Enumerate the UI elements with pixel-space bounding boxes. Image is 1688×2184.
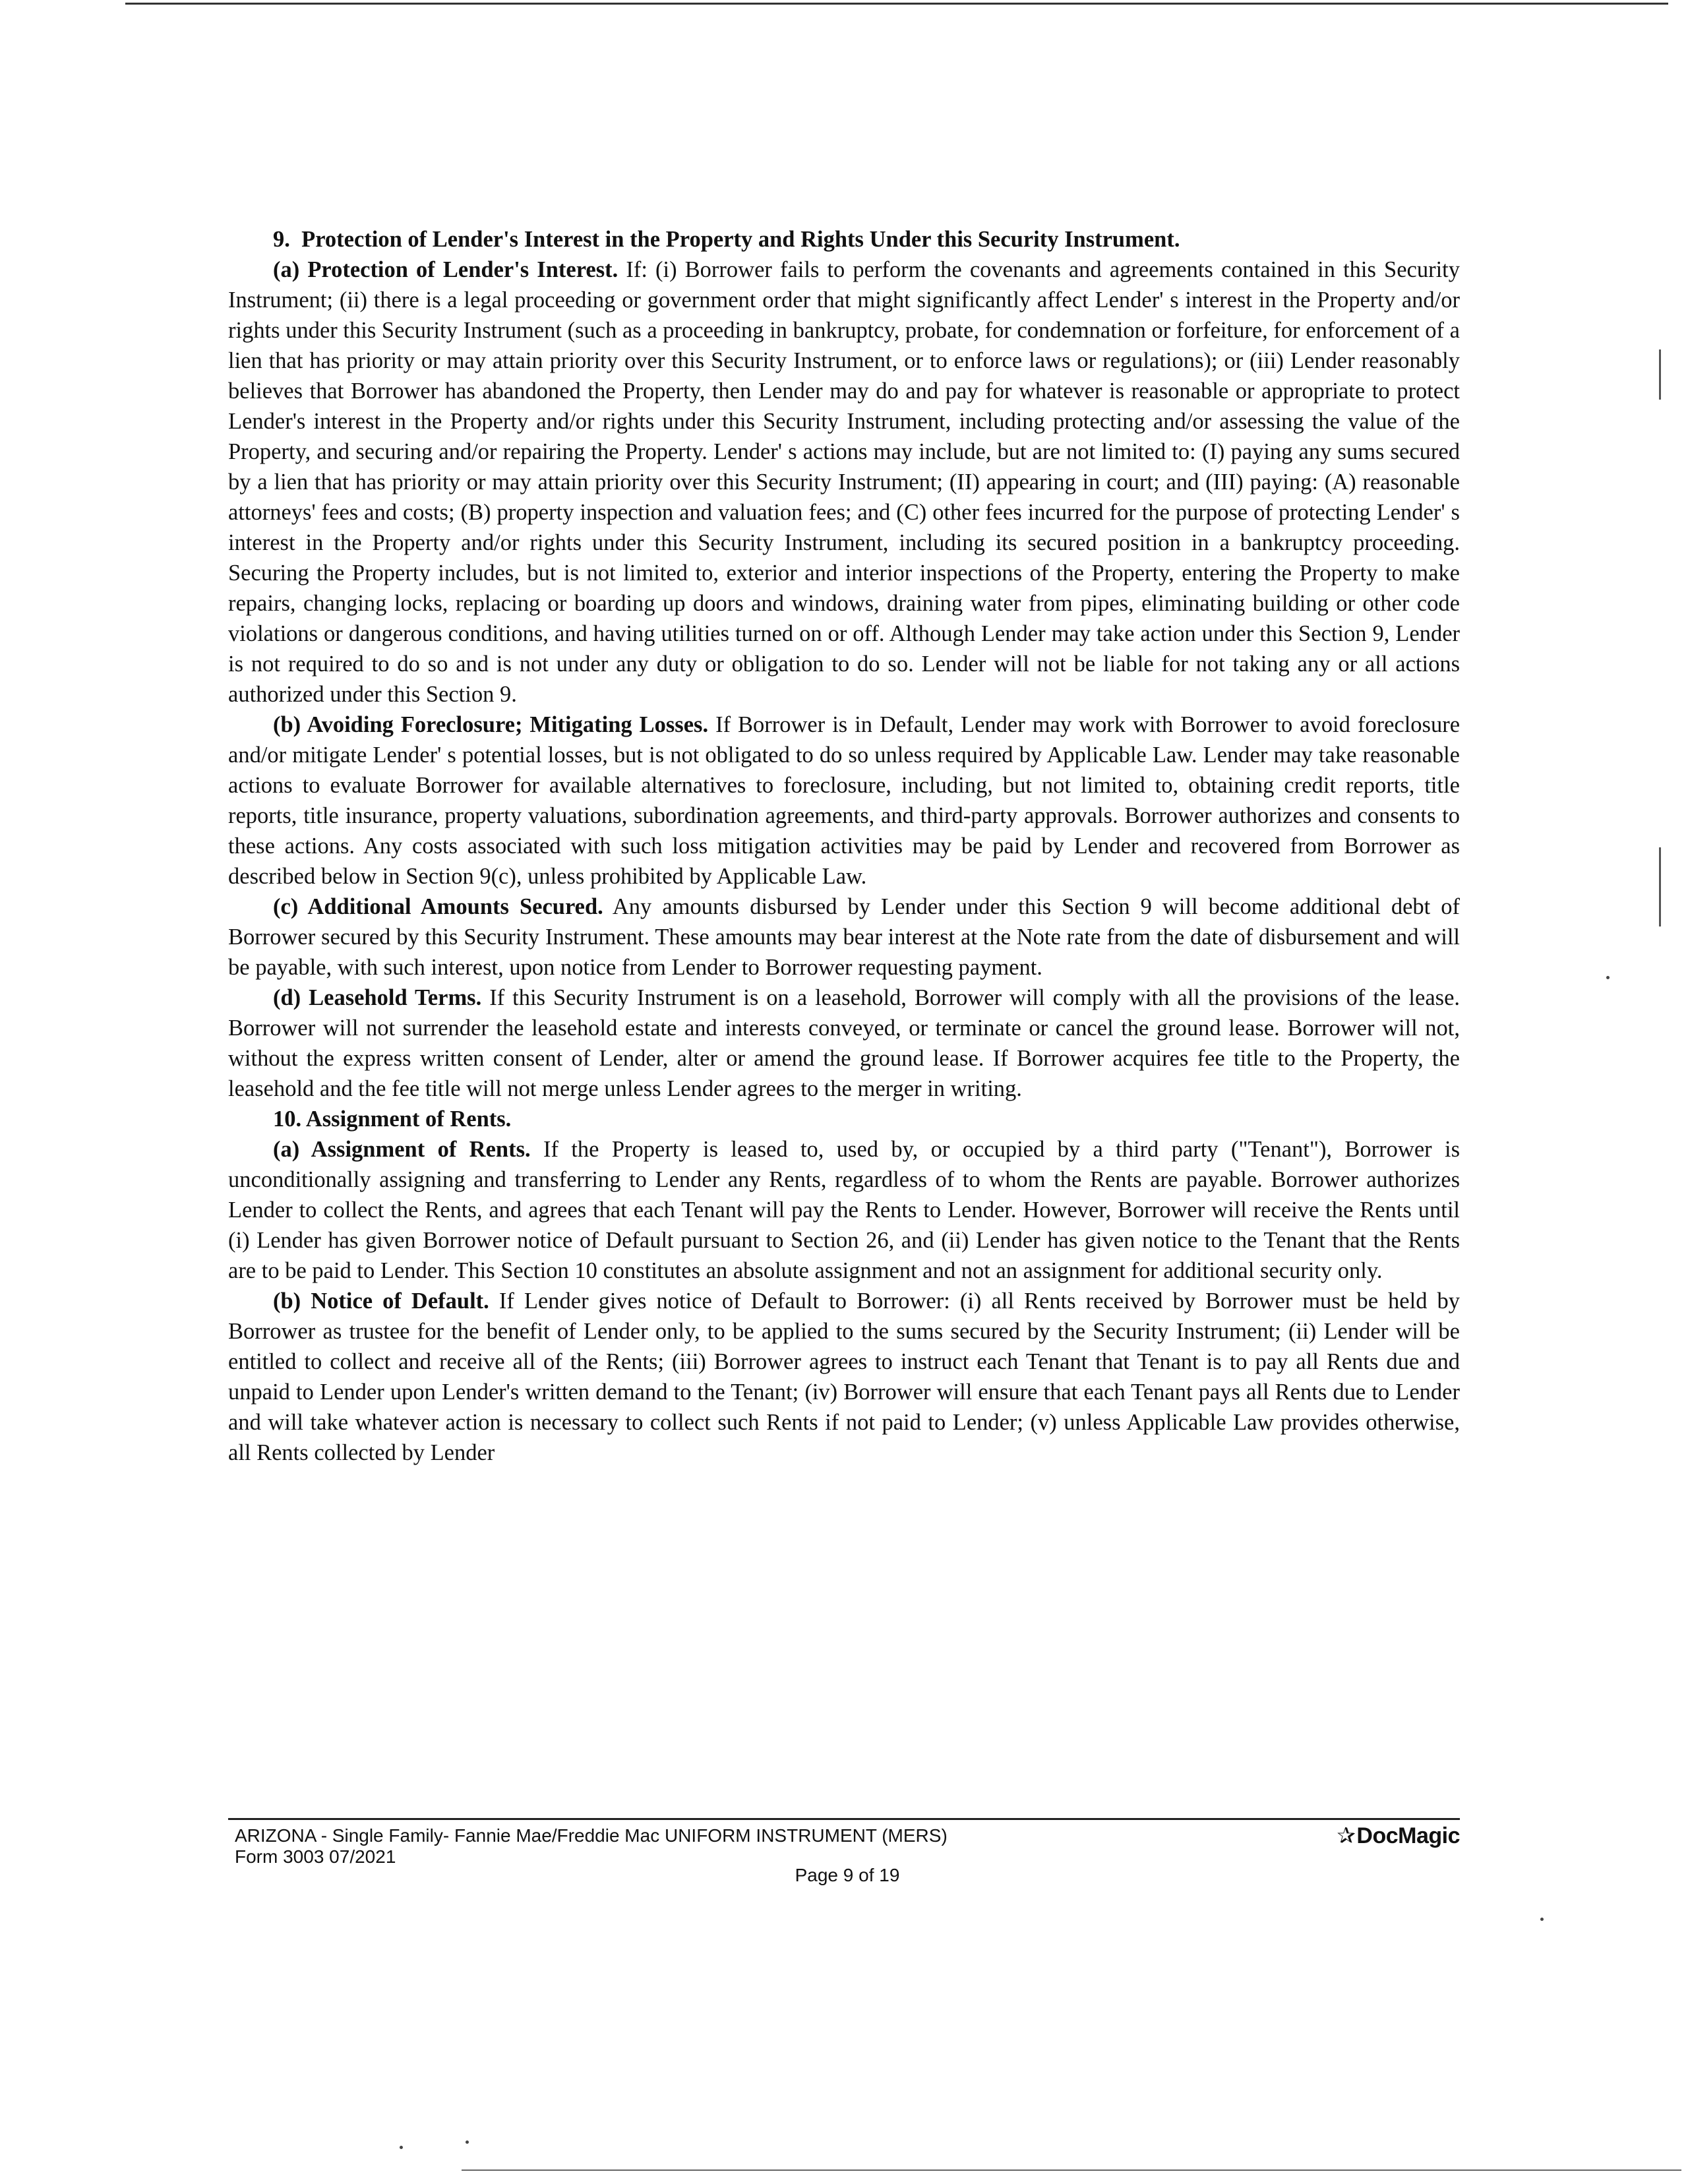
- scan-top-rule: [125, 3, 1668, 5]
- section-9d-text: If this Security Instrument is on a leasehold, Borrower will comply with all the provisions of the lease. Borrower will not surrender the leasehold estate and interests conveyed, or terminate or cancel the ground lease. Borrower will not, without the express written consent of Lender, alter or amend the ground lease. If Borrower acquires fee title to the Property, the leasehold and the fee title will not merge unless Lender agrees to the merger in writing.: [228, 985, 1461, 1101]
- section-9a: [228, 255, 1460, 710]
- scan-bottom-rule: [462, 2169, 1681, 2171]
- section-9a-text: If: (i) Borrower fails to perform the covenants and agreements contained in this Security Instrument; (ii) there is a legal proceeding or government order that might significantly affect Lender' s interest in the Property and/or rights under this Security Instrument (such as a proceeding in bankruptcy, probate, for condemnation or forfeiture, for enforcement of a lien that has priority or may attain priority over this Security Instrument, or to enforce laws or regulations); or (iii) Lender reasonably believes that Borrower has abandoned the Property, then Lender may do and pay for whatever is reasonable or appropriate to protect Lender's interest in the Property and/or rights under this Security Instrument, including protecting and/or assessing the value of the Property, and securing and/or repairing the Property. Lender' s actions may include, but are not limited to: (I) paying any sums secured by a lien that has priority or may attain priority over this Security Instrument; (II) appearing in court; and (III) paying: (A) reasonable attorneys' fees and costs; (B) property inspection and valuation fees; and (C) other fees incurred for the purpose of protecting Lender' s interest in the Property and/or rights under this Security Instrument, including its secured position in a bankruptcy proceeding. Securing the Property includes, but is not limited to, exterior and interior inspections of the Property, entering the Property to make repairs, changing locks, replacing or boarding up doors and windows, draining water from pipes, eliminating building or other code violations or dangerous conditions, and having utilities turned on or off. Although Lender may take action under this Section 9, Lender is not required to do so and is not under any duty or obligation to do so. Lender will not be liable for not taking any or all actions authorized under this Section 9.: [228, 257, 1460, 707]
- section-10b-text: If Lender gives notice of Default to Borrower: (i) all Rents received by Borrower must be held by Borrower as trustee for the benefit of Lender only, to be applied to the sums secured by the Security Instrument; (ii) Lender will be entitled to collect and receive all of the Rents; (iii) Borrower agrees to instruct each Tenant that Tenant is to pay all Rents due and unpaid to Lender upon Lender's written demand to the Tenant; (iv) Borrower will ensure that each Tenant pays all Rents due to Lender and will take whatever action is necessary to collect such Rents if not paid to Lender; (v) unless Applicable Law provides otherwise, all Rents collected by Lender: [228, 1289, 1461, 1465]
- scan-speck: [400, 2146, 403, 2149]
- footer-form-info: [235, 1825, 948, 1867]
- section-9b-label: (b) Avoiding Foreclosure; Mitigating Losses.: [273, 712, 709, 737]
- section-10a-label: (a) Assignment of Rents.: [273, 1137, 531, 1162]
- section-10b: [228, 1286, 1460, 1468]
- section-9d-label: (d) Leasehold Terms.: [273, 985, 482, 1010]
- section-10a: [228, 1134, 1460, 1286]
- section-9a-label: (a) Protection of Lender's Interest.: [273, 257, 618, 282]
- section-9b: [228, 710, 1460, 892]
- section-9-heading: [228, 224, 1460, 255]
- footer-rule: [228, 1818, 1460, 1820]
- section-10a-text: If the Property is leased to, used by, or occupied by a third party ("Tenant"), Borrower is unconditionally assigning and transferring to Lender any Rents, regardless of to whom the Rents are payable. Borrower authorizes Lender to collect the Rents, and agrees that each Tenant will pay the Rents to Lender. However, Borrower will receive the Rents until (i) Lender has given Borrower notice of Default pursuant to Section 26, and (ii) Lender has given notice to the Tenant that the Rents are to be paid to Lender. This Section 10 constitutes an absolute assignment and not an assignment for additional security only.: [228, 1137, 1461, 1283]
- section-9c: [228, 892, 1460, 983]
- page-number: Page 9 of 19: [795, 1865, 900, 1885]
- scan-speck: [1606, 976, 1610, 979]
- section-9d: [228, 983, 1460, 1104]
- section-9-number: 9.: [273, 227, 290, 252]
- docmagic-logo: [1337, 1825, 1460, 1846]
- section-10b-label: (b) Notice of Default.: [273, 1289, 489, 1314]
- scan-speck: [466, 2140, 469, 2144]
- section-9b-text: If Borrower is in Default, Lender may work with Borrower to avoid foreclosure and/or mitigate Lender' s potential losses, but is not obligated to do so unless required by Applicable Law. Lender may take reasonable actions to evaluate Borrower for available alternatives to foreclosure, including, but not limited to, obtaining credit reports, title reports, title insurance, property valuations, subordination agreements, and third-party approvals. Borrower authorizes and consents to these actions. Any costs associated with such loss mitigation activities may be paid by Lender and recovered from Borrower as described below in Section 9(c), unless prohibited by Applicable Law.: [228, 712, 1461, 889]
- star-icon: ✰: [1337, 1823, 1356, 1848]
- scan-edge-mark: [1659, 349, 1661, 400]
- section-9-title: Protection of Lender's Interest in the Property and Rights Under this Security Instrument.: [301, 227, 1180, 252]
- scan-edge-mark: [1659, 847, 1661, 926]
- footer-form-number: Form 3003 07/2021: [235, 1846, 396, 1867]
- document-body: [228, 224, 1460, 1468]
- section-10-heading: [228, 1104, 1460, 1134]
- section-10-title: 10. Assignment of Rents.: [273, 1107, 512, 1132]
- footer-form-title: ARIZONA - Single Family- Fannie Mae/Freddie Mac UNIFORM INSTRUMENT (MERS): [235, 1825, 948, 1846]
- docmagic-brand-text: DocMagic: [1356, 1823, 1460, 1848]
- section-9c-text: Any amounts disbursed by Lender under this Section 9 will become additional debt of Borrower secured by this Security Instrument. These amounts may bear interest at the Note rate from the date of disbursement and will be payable, with such interest, upon notice from Lender to Borrower requesting payment.: [228, 894, 1460, 980]
- scan-speck: [1540, 1918, 1544, 1921]
- section-9c-label: (c) Additional Amounts Secured.: [273, 894, 603, 919]
